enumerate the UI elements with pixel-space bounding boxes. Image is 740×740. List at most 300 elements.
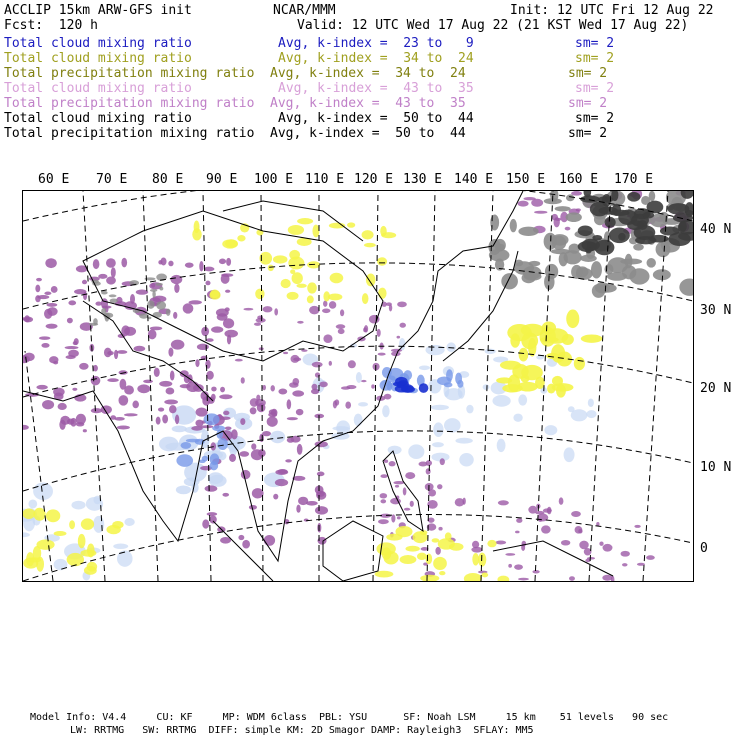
yellow-shading	[464, 573, 482, 581]
violet-shading	[518, 201, 529, 207]
yellow-shading	[210, 289, 220, 298]
violet-shading	[252, 488, 264, 498]
violet-shading	[23, 425, 29, 430]
yellow-shading	[307, 295, 314, 303]
violet-shading	[162, 414, 168, 423]
gray-shading	[566, 194, 575, 201]
yellow-shading	[556, 384, 566, 397]
violet-shading	[348, 360, 356, 368]
violet-shading	[159, 381, 172, 387]
violet-shading	[156, 417, 161, 425]
gray-shading	[679, 221, 687, 232]
violet-shading	[361, 380, 366, 382]
gray-shading	[552, 236, 566, 250]
gray-shading	[139, 313, 148, 319]
blue-shading	[270, 431, 285, 444]
violet-shading	[195, 359, 199, 367]
violet-shading	[273, 494, 278, 500]
yellow-shading	[307, 282, 317, 293]
violet-shading	[200, 425, 213, 428]
blue-shading	[485, 349, 496, 354]
violet-shading	[505, 553, 515, 556]
blue-shading	[124, 518, 134, 526]
yellow-shading	[420, 575, 439, 581]
yellow-shading	[237, 235, 245, 241]
violet-shading	[267, 416, 278, 426]
lat-label: 0	[700, 541, 708, 556]
violet-shading	[225, 426, 232, 429]
blue-shading	[445, 388, 463, 400]
field-name: Total cloud mixing ratio	[4, 51, 192, 66]
violet-shading	[93, 259, 100, 269]
violet-shading	[380, 499, 386, 503]
gray-shading	[559, 252, 568, 266]
violet-shading	[262, 431, 271, 436]
yellow-shading	[377, 257, 387, 265]
model-physics-line: LW: RRTMG SW: RRTMG DIFF: simple KM: 2D Smagor DAMP: Rayleigh3 SFLAY: MM5	[70, 725, 534, 736]
field-avg: Avg, k-index = 34 to 24	[278, 51, 474, 66]
violet-shading	[419, 462, 428, 467]
violet-shading	[565, 227, 571, 231]
lon-label: 130 E	[403, 172, 443, 187]
gray-shading	[518, 227, 538, 236]
gray-shading	[653, 269, 671, 280]
violet-shading	[117, 426, 130, 430]
gray-shading	[110, 298, 118, 302]
blue-shading	[497, 439, 506, 453]
violet-shading	[168, 261, 173, 267]
lat-label: 30 N	[700, 303, 732, 318]
violet-shading	[24, 315, 29, 322]
gray-shading	[595, 282, 610, 293]
violet-shading	[175, 415, 179, 425]
field-sm: sm= 2	[575, 36, 615, 51]
blue-shading	[354, 414, 363, 426]
violet-shading	[309, 306, 319, 314]
violet-shading	[514, 564, 523, 570]
violet-shading	[58, 403, 67, 410]
yellow-shading	[417, 553, 427, 560]
violet-shading	[602, 575, 612, 581]
gray-shading	[679, 279, 693, 296]
violet-shading	[518, 578, 529, 581]
field-sm: sm= 2	[575, 81, 615, 96]
violet-shading	[121, 325, 130, 336]
yellow-shading	[420, 530, 428, 535]
blue-shading	[395, 385, 409, 392]
violet-shading	[250, 407, 257, 414]
lat-label: 40 N	[700, 222, 732, 237]
violet-shading	[166, 387, 175, 394]
violet-shading	[47, 307, 57, 316]
gray-shading	[604, 264, 613, 274]
violet-shading	[242, 540, 250, 549]
violet-shading	[315, 506, 328, 515]
yellow-shading	[500, 361, 521, 370]
gray-shading	[155, 283, 163, 286]
blue-shading	[513, 414, 522, 422]
gray-shading	[566, 212, 582, 222]
yellow-shading	[36, 557, 44, 572]
lon-label: 60 E	[38, 172, 70, 187]
violet-shading	[292, 390, 304, 396]
field-sm: sm= 2	[568, 96, 608, 111]
violet-shading	[238, 535, 244, 540]
violet-shading	[174, 283, 179, 293]
violet-shading	[186, 381, 199, 392]
field-avg: Avg, k-index = 43 to 35	[270, 96, 466, 111]
yellow-shading	[81, 518, 94, 529]
yellow-shading	[508, 374, 520, 392]
gray-shading	[148, 317, 152, 320]
violet-shading	[67, 318, 73, 324]
violet-shading	[91, 376, 101, 386]
lon-label: 160 E	[559, 172, 599, 187]
gray-shading	[523, 266, 541, 279]
blue-shading	[388, 446, 402, 455]
violet-shading	[283, 352, 288, 354]
violet-shading	[183, 303, 194, 313]
lon-label: 150 E	[506, 172, 546, 187]
violet-shading	[132, 401, 139, 409]
yellow-shading	[84, 566, 97, 575]
blue-shading	[518, 394, 527, 405]
violet-shading	[73, 341, 78, 345]
yellow-shading	[46, 509, 60, 522]
blue-shading	[210, 461, 219, 470]
gray-shading	[594, 240, 614, 255]
violet-shading	[338, 329, 345, 335]
gray-shading	[510, 219, 517, 232]
violet-shading	[254, 323, 261, 326]
field-name: Total cloud mixing ratio	[4, 36, 192, 51]
gray-shading	[150, 289, 157, 292]
violet-shading	[150, 327, 162, 331]
violet-shading	[270, 385, 274, 391]
gray-shading	[646, 258, 655, 268]
violet-shading	[297, 444, 303, 455]
violet-shading	[515, 531, 520, 534]
yellow-shading	[574, 357, 585, 370]
violet-shading	[197, 344, 209, 350]
violet-shading	[239, 451, 249, 457]
field-name: Total precipitation mixing ratio	[4, 126, 255, 141]
blue-shading	[446, 369, 453, 381]
gray-shading	[101, 291, 107, 295]
violet-shading	[311, 384, 317, 390]
violet-shading	[292, 378, 299, 385]
violet-shading	[74, 289, 86, 294]
yellow-shading	[330, 273, 344, 284]
gray-shading	[166, 309, 171, 316]
gray-shading	[89, 323, 98, 326]
blue-shading	[544, 425, 557, 435]
violet-shading	[516, 518, 522, 523]
blue-shading	[23, 532, 30, 537]
blue-shading	[492, 395, 510, 407]
lat-label: 20 N	[700, 381, 732, 396]
yellow-shading	[67, 553, 84, 566]
lon-label: 80 E	[152, 172, 184, 187]
violet-shading	[603, 544, 613, 552]
violet-shading	[498, 500, 509, 505]
violet-shading	[323, 334, 332, 343]
violet-shading	[111, 267, 116, 277]
violet-shading	[222, 493, 229, 497]
violet-shading	[561, 540, 570, 546]
violet-shading	[587, 557, 595, 560]
blue-shading	[457, 380, 463, 388]
violet-shading	[225, 290, 230, 293]
violet-shading	[241, 377, 245, 383]
violet-shading	[404, 508, 410, 511]
violet-shading	[333, 400, 337, 408]
violet-shading	[161, 258, 167, 266]
blue-shading	[204, 413, 220, 425]
violet-shading	[35, 285, 40, 293]
coastline-sumatra	[213, 521, 273, 581]
field-avg: Avg, k-index = 50 to 44	[270, 126, 466, 141]
map-canvas	[23, 191, 693, 581]
violet-shading	[154, 368, 160, 377]
blue-shading	[588, 398, 594, 407]
violet-shading	[380, 493, 388, 498]
lat-label: 10 N	[700, 460, 732, 475]
violet-shading	[143, 380, 153, 384]
field-sm: sm= 2	[575, 111, 615, 126]
violet-shading	[225, 307, 230, 311]
yellow-shading	[432, 538, 440, 542]
violet-shading	[437, 484, 442, 489]
violet-shading	[207, 397, 215, 404]
violet-shading	[397, 301, 407, 307]
yellow-shading	[433, 557, 447, 570]
violet-shading	[168, 348, 173, 357]
forecast-hour: Fcst: 120 h	[4, 18, 98, 33]
violet-shading	[397, 336, 401, 339]
violet-shading	[317, 472, 325, 477]
violet-shading	[263, 306, 273, 312]
lon-label: 90 E	[206, 172, 238, 187]
blue-shading	[356, 372, 362, 383]
violet-shading	[319, 381, 327, 387]
violet-shading	[316, 491, 325, 497]
lon-label: 140 E	[454, 172, 494, 187]
violet-shading	[169, 405, 177, 413]
meridian	[261, 191, 263, 581]
blue-shading	[571, 409, 588, 421]
violet-shading	[91, 408, 102, 413]
violet-shading	[76, 422, 84, 426]
violet-shading	[463, 498, 466, 505]
violet-shading	[107, 378, 119, 382]
violet-shading	[528, 506, 537, 514]
violet-shading	[36, 385, 47, 390]
violet-shading	[340, 309, 344, 316]
violet-shading	[296, 409, 304, 416]
yellow-shading	[312, 225, 319, 238]
gray-shading	[609, 210, 629, 216]
violet-shading	[634, 525, 640, 528]
blue-shading	[209, 475, 227, 487]
yellow-shading	[112, 521, 123, 529]
violet-shading	[440, 458, 445, 465]
violet-shading	[53, 361, 58, 365]
yellow-shading	[542, 322, 556, 334]
field-avg: Avg, k-index = 43 to 35	[278, 81, 474, 96]
blue-shading	[382, 405, 389, 417]
violet-shading	[226, 258, 231, 266]
violet-shading	[211, 326, 223, 332]
violet-shading	[39, 336, 51, 340]
yellow-shading	[328, 294, 343, 301]
yellow-shading	[375, 571, 394, 578]
violet-shading	[180, 370, 189, 377]
field-name: Total cloud mixing ratio	[4, 111, 192, 126]
violet-shading	[106, 276, 116, 284]
violet-shading	[224, 330, 238, 338]
violet-shading	[221, 274, 230, 284]
field-avg: Avg, k-index = 34 to 24	[270, 66, 466, 81]
yellow-shading	[382, 547, 392, 559]
violet-shading	[227, 335, 231, 345]
blue-shading	[446, 342, 456, 352]
violet-shading	[251, 443, 256, 450]
yellow-shading	[273, 255, 288, 263]
violet-shading	[345, 401, 351, 408]
blue-shading	[28, 499, 37, 508]
gray-shading	[602, 194, 611, 207]
gray-shading	[587, 242, 597, 248]
violet-shading	[571, 511, 581, 517]
blue-shading	[71, 501, 85, 510]
violet-shading	[569, 576, 575, 581]
yellow-shading	[510, 333, 520, 347]
violet-shading	[45, 258, 56, 268]
violet-shading	[296, 505, 300, 513]
gray-shading	[649, 191, 656, 201]
blue-shading	[176, 485, 191, 494]
violet-shading	[426, 468, 431, 474]
violet-shading	[403, 487, 407, 495]
violet-shading	[117, 350, 128, 354]
lon-label: 110 E	[305, 172, 345, 187]
violet-shading	[231, 429, 238, 439]
violet-shading	[158, 407, 164, 411]
violet-shading	[114, 417, 125, 421]
yellow-shading	[323, 291, 330, 301]
model-title: ACCLIP 15km ARW-GFS init	[4, 3, 192, 18]
violet-shading	[240, 418, 245, 425]
model-info-line: Model Info: V4.4 CU: KF MP: WDM 6class PBL: YSU SF: Noah LSM 15 km 51 levels 90 sec	[30, 712, 669, 723]
violet-shading	[306, 501, 318, 506]
violet-shading	[205, 281, 210, 286]
violet-shading	[579, 541, 588, 550]
violet-shading	[287, 399, 292, 409]
violet-shading	[523, 197, 535, 200]
violet-shading	[219, 259, 226, 265]
map-panel	[22, 190, 694, 582]
yellow-shading	[439, 571, 445, 575]
gray-shading	[585, 247, 592, 254]
blue-shading	[176, 454, 193, 467]
gray-shading	[637, 220, 647, 230]
field-name: Total precipitation mixing ratio	[4, 96, 255, 111]
violet-shading	[555, 218, 561, 221]
gray-shading	[578, 225, 593, 236]
blue-shading	[419, 366, 430, 371]
violet-shading	[173, 312, 177, 319]
violet-shading	[209, 515, 217, 523]
violet-shading	[207, 512, 218, 516]
gray-shading	[109, 294, 117, 297]
yellow-shading	[347, 222, 355, 227]
violet-shading	[336, 324, 345, 329]
yellow-shading	[426, 553, 433, 564]
violet-shading	[397, 516, 401, 519]
violet-shading	[223, 411, 229, 415]
violet-shading	[290, 355, 299, 363]
violet-shading	[395, 485, 399, 488]
field-name: Total precipitation mixing ratio	[4, 66, 255, 81]
violet-shading	[371, 384, 375, 388]
violet-shading	[35, 295, 41, 302]
yellow-shading	[487, 540, 496, 547]
yellow-shading	[521, 375, 530, 383]
violet-shading	[118, 395, 128, 405]
violet-shading	[329, 361, 332, 366]
gray-shading	[609, 228, 630, 244]
violet-shading	[297, 321, 304, 324]
yellow-shading	[80, 550, 96, 557]
yellow-shading	[497, 576, 509, 581]
violet-shading	[262, 385, 266, 390]
violet-shading	[243, 308, 253, 311]
violet-shading	[378, 353, 386, 356]
violet-shading	[211, 387, 216, 392]
blue-shading	[358, 402, 368, 406]
violet-shading	[44, 292, 51, 295]
yellow-shading	[449, 543, 464, 551]
yellow-shading	[364, 243, 376, 247]
field-name: Total cloud mixing ratio	[4, 81, 192, 96]
field-sm: sm= 2	[568, 66, 608, 81]
center-label: NCAR/MMM	[273, 3, 336, 18]
violet-shading	[171, 340, 185, 350]
violet-shading	[189, 300, 202, 304]
violet-shading	[301, 349, 307, 352]
violet-shading	[68, 350, 79, 357]
violet-shading	[410, 501, 414, 507]
blue-shading	[408, 444, 424, 459]
violet-shading	[204, 267, 215, 272]
violet-shading	[235, 359, 243, 362]
gray-shading	[656, 241, 671, 257]
violet-shading	[51, 286, 58, 293]
violet-shading	[229, 454, 236, 462]
violet-shading	[380, 474, 387, 478]
parallel	[23, 431, 693, 491]
field-avg: Avg, k-index = 50 to 44	[278, 111, 474, 126]
violet-shading	[151, 283, 155, 288]
violet-shading	[220, 387, 225, 393]
blue-shading	[117, 550, 133, 566]
yellow-shading	[54, 531, 67, 536]
violet-shading	[559, 497, 564, 504]
yellow-shading	[381, 232, 396, 238]
gray-shading	[625, 254, 633, 269]
violet-shading	[532, 570, 539, 574]
